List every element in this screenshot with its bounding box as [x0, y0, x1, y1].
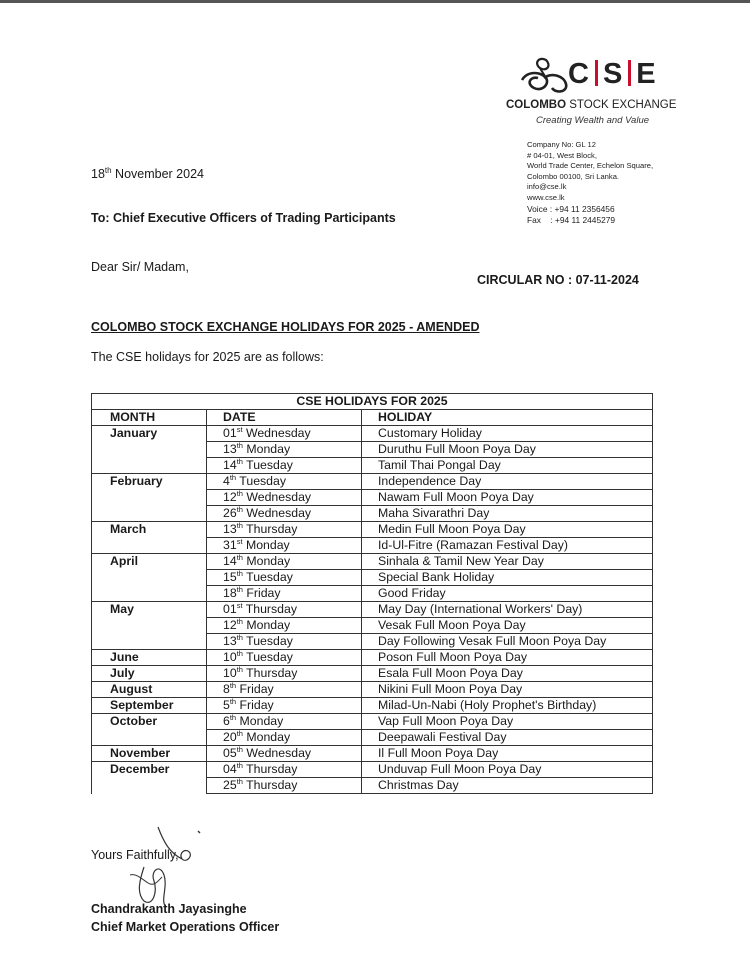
table-row	[92, 474, 653, 490]
date-weekday: Thursday	[242, 666, 298, 680]
holiday-cell: Tamil Thai Pongal Day	[362, 458, 653, 474]
date-number: 01	[223, 426, 237, 440]
date-weekday: Wednesday	[242, 490, 312, 504]
header-date: DATE	[207, 410, 362, 426]
date-number: 8	[223, 682, 230, 696]
logo-separator	[595, 60, 598, 86]
holiday-cell: Special Bank Holiday	[362, 570, 653, 586]
date-ordinal: th	[229, 713, 237, 722]
table-row	[92, 602, 653, 618]
voice-number: Voice : +94 11 2356456	[527, 203, 615, 214]
date-weekday: Friday	[236, 698, 274, 712]
date-ordinal: th	[236, 553, 243, 562]
exchange-name-rest: STOCK EXCHANGE	[569, 99, 677, 111]
table-row	[92, 714, 653, 730]
holiday-cell: Medin Full Moon Poya Day	[362, 522, 653, 538]
date-cell	[207, 618, 362, 634]
letter-date	[91, 167, 204, 181]
date-weekday: Thursday	[242, 602, 297, 616]
company-number: Company No: GL 12	[527, 140, 596, 149]
month-cell: March	[92, 522, 207, 554]
date-ordinal: th	[236, 585, 243, 594]
date-weekday: Tuesday	[236, 474, 287, 488]
cse-logo	[504, 52, 684, 98]
holiday-cell: Esala Full Moon Poya Day	[362, 666, 653, 682]
date-number: 26	[223, 506, 237, 520]
holiday-cell: Customary Holiday	[362, 426, 653, 442]
date-suffix: th	[104, 166, 112, 175]
holiday-cell: Duruthu Full Moon Poya Day	[362, 442, 653, 458]
table-row	[92, 426, 653, 442]
table-row	[92, 762, 653, 778]
date-ordinal: th	[236, 569, 243, 578]
holiday-cell: Id-Ul-Fitre (Ramazan Festival Day)	[362, 538, 653, 554]
date-weekday: Tuesday	[242, 634, 293, 648]
date-cell	[207, 522, 362, 538]
address-line-2: World Trade Center, Echelon Square,	[527, 161, 654, 171]
date-number: 4	[223, 474, 230, 488]
date-ordinal: st	[236, 601, 243, 610]
date-cell	[207, 426, 362, 442]
website: www.cse.lk	[527, 192, 565, 202]
date-ordinal: th	[236, 745, 243, 754]
table-row	[92, 682, 653, 698]
date-cell	[207, 746, 362, 762]
date-ordinal: th	[236, 521, 243, 530]
email: info@cse.lk	[527, 182, 567, 192]
signer-name: Chandrakanth Jayasinghe	[91, 902, 247, 916]
holiday-table	[91, 393, 653, 794]
date-cell	[207, 762, 362, 778]
logo-letter-s: S	[602, 58, 624, 90]
date-rest: November 2024	[111, 167, 204, 181]
exchange-name	[506, 99, 676, 111]
date-ordinal: th	[229, 697, 237, 706]
subject-heading: COLOMBO STOCK EXCHANGE HOLIDAYS FOR 2025 - AMENDED	[91, 320, 480, 334]
month-cell: August	[92, 682, 207, 698]
month-cell: June	[92, 650, 207, 666]
month-cell: September	[92, 698, 207, 714]
date-weekday: Thursday	[242, 762, 298, 776]
header-month: MONTH	[92, 410, 207, 426]
date-cell	[207, 554, 362, 570]
holiday-cell: Christmas Day	[362, 778, 653, 794]
date-number: 5	[223, 698, 230, 712]
date-ordinal: th	[236, 777, 243, 786]
date-cell	[207, 442, 362, 458]
date-weekday: Monday	[236, 714, 284, 728]
date-weekday: Tuesday	[242, 458, 293, 472]
holiday-cell: Vesak Full Moon Poya Day	[362, 618, 653, 634]
date-cell	[207, 490, 362, 506]
date-number: 01	[223, 602, 237, 616]
holiday-cell: Independence Day	[362, 474, 653, 490]
date-cell	[207, 602, 362, 618]
table-row	[92, 522, 653, 538]
date-number: 6	[223, 714, 230, 728]
date-number: 15	[223, 570, 237, 584]
date-ordinal: st	[236, 425, 243, 434]
date-number: 20	[223, 730, 237, 744]
holiday-cell: Maha Sivarathri Day	[362, 506, 653, 522]
date-number: 14	[223, 554, 237, 568]
date-weekday: Thursday	[242, 522, 298, 536]
date-weekday: Wednesday	[242, 746, 312, 760]
date-cell	[207, 474, 362, 490]
date-number: 13	[223, 442, 237, 456]
date-weekday: Monday	[242, 442, 291, 456]
address-line-3: Colombo 00100, Sri Lanka.	[527, 171, 620, 181]
date-weekday: Tuesday	[242, 650, 293, 664]
date-number: 13	[223, 634, 237, 648]
month-cell: April	[92, 554, 207, 602]
date-weekday: Wednesday	[242, 506, 312, 520]
date-weekday: Wednesday	[242, 426, 311, 440]
logo-letter-e: E	[636, 58, 657, 90]
company-info	[527, 140, 653, 227]
salutation: Dear Sir/ Madam,	[91, 260, 189, 274]
date-cell	[207, 778, 362, 794]
date-number: 31	[223, 538, 237, 552]
month-cell: July	[92, 666, 207, 682]
circular-number: CIRCULAR NO : 07-11-2024	[477, 273, 639, 287]
date-cell	[207, 570, 362, 586]
month-cell: November	[92, 746, 207, 762]
date-cell	[207, 730, 362, 746]
header-holiday: HOLIDAY	[362, 410, 653, 426]
date-weekday: Thursday	[242, 778, 298, 792]
address-line-1: # 04-01, West Block,	[527, 150, 597, 160]
date-cell	[207, 698, 362, 714]
date-ordinal: th	[236, 729, 243, 738]
date-ordinal: th	[236, 665, 243, 674]
table-row	[92, 650, 653, 666]
holiday-cell: Deepawali Festival Day	[362, 730, 653, 746]
holiday-table-body	[92, 426, 653, 794]
holiday-cell: Sinhala & Tamil New Year Day	[362, 554, 653, 570]
date-day: 18	[91, 167, 105, 181]
exchange-name-bold: COLOMBO	[506, 99, 567, 111]
date-ordinal: th	[229, 473, 237, 482]
date-ordinal: th	[236, 441, 243, 450]
date-ordinal: th	[236, 505, 243, 514]
date-number: 25	[223, 778, 237, 792]
closing: Yours Faithfully,	[91, 848, 179, 862]
intro-text: The CSE holidays for 2025 are as follows:	[91, 350, 324, 364]
date-number: 12	[223, 490, 237, 504]
table-caption: CSE HOLIDAYS FOR 2025	[92, 394, 653, 410]
date-ordinal: th	[229, 681, 237, 690]
table-row	[92, 554, 653, 570]
date-weekday: Tuesday	[242, 570, 293, 584]
date-cell	[207, 538, 362, 554]
logo-separator	[628, 60, 631, 86]
holiday-cell: Poson Full Moon Poya Day	[362, 650, 653, 666]
holiday-cell: Vap Full Moon Poya Day	[362, 714, 653, 730]
month-cell: December	[92, 762, 207, 794]
signer-title: Chief Market Operations Officer	[91, 920, 280, 934]
month-cell: January	[92, 426, 207, 474]
date-ordinal: th	[236, 617, 243, 626]
date-ordinal: th	[236, 649, 243, 658]
date-weekday: Monday	[242, 618, 291, 632]
table-row	[92, 746, 653, 762]
holiday-cell: Unduvap Full Moon Poya Day	[362, 762, 653, 778]
holiday-cell: Day Following Vesak Full Moon Poya Day	[362, 634, 653, 650]
date-weekday: Monday	[242, 554, 291, 568]
date-number: 13	[223, 522, 237, 536]
top-border-line	[0, 0, 750, 3]
date-cell	[207, 586, 362, 602]
holiday-cell: Milad-Un-Nabi (Holy Prophet's Birthday)	[362, 698, 653, 714]
date-cell	[207, 714, 362, 730]
date-cell	[207, 506, 362, 522]
date-ordinal: th	[236, 633, 243, 642]
date-number: 18	[223, 586, 237, 600]
fax-number: Fax : +94 11 2445279	[527, 215, 616, 226]
date-cell	[207, 682, 362, 698]
date-cell	[207, 634, 362, 650]
recipient-line: To: Chief Executive Officers of Trading Participants	[91, 211, 396, 225]
date-number: 12	[223, 618, 237, 632]
holiday-cell: May Day (International Workers' Day)	[362, 602, 653, 618]
date-ordinal: th	[236, 457, 243, 466]
month-cell: May	[92, 602, 207, 650]
date-number: 10	[223, 666, 237, 680]
date-cell	[207, 650, 362, 666]
date-weekday: Monday	[242, 730, 291, 744]
month-cell: October	[92, 714, 207, 746]
date-number: 14	[223, 458, 237, 472]
date-weekday: Friday	[242, 586, 281, 600]
holiday-cell: Good Friday	[362, 586, 653, 602]
date-number: 04	[223, 762, 237, 776]
date-weekday: Monday	[242, 538, 290, 552]
date-ordinal: st	[236, 537, 243, 546]
date-ordinal: th	[236, 489, 243, 498]
cse-swirl-icon	[516, 54, 570, 96]
logo-letter-c: C	[568, 58, 590, 90]
signature-icon	[100, 823, 220, 913]
exchange-tagline: Creating Wealth and Value	[536, 115, 650, 126]
date-ordinal: th	[236, 761, 243, 770]
holiday-cell: Nawam Full Moon Poya Day	[362, 490, 653, 506]
table-row	[92, 698, 653, 714]
holiday-cell: Il Full Moon Poya Day	[362, 746, 653, 762]
cse-letters	[568, 58, 657, 91]
date-cell	[207, 458, 362, 474]
month-cell: February	[92, 474, 207, 522]
date-cell	[207, 666, 362, 682]
date-number: 10	[223, 650, 237, 664]
date-weekday: Friday	[236, 682, 274, 696]
table-row	[92, 666, 653, 682]
holiday-cell: Nikini Full Moon Poya Day	[362, 682, 653, 698]
date-number: 05	[223, 746, 237, 760]
